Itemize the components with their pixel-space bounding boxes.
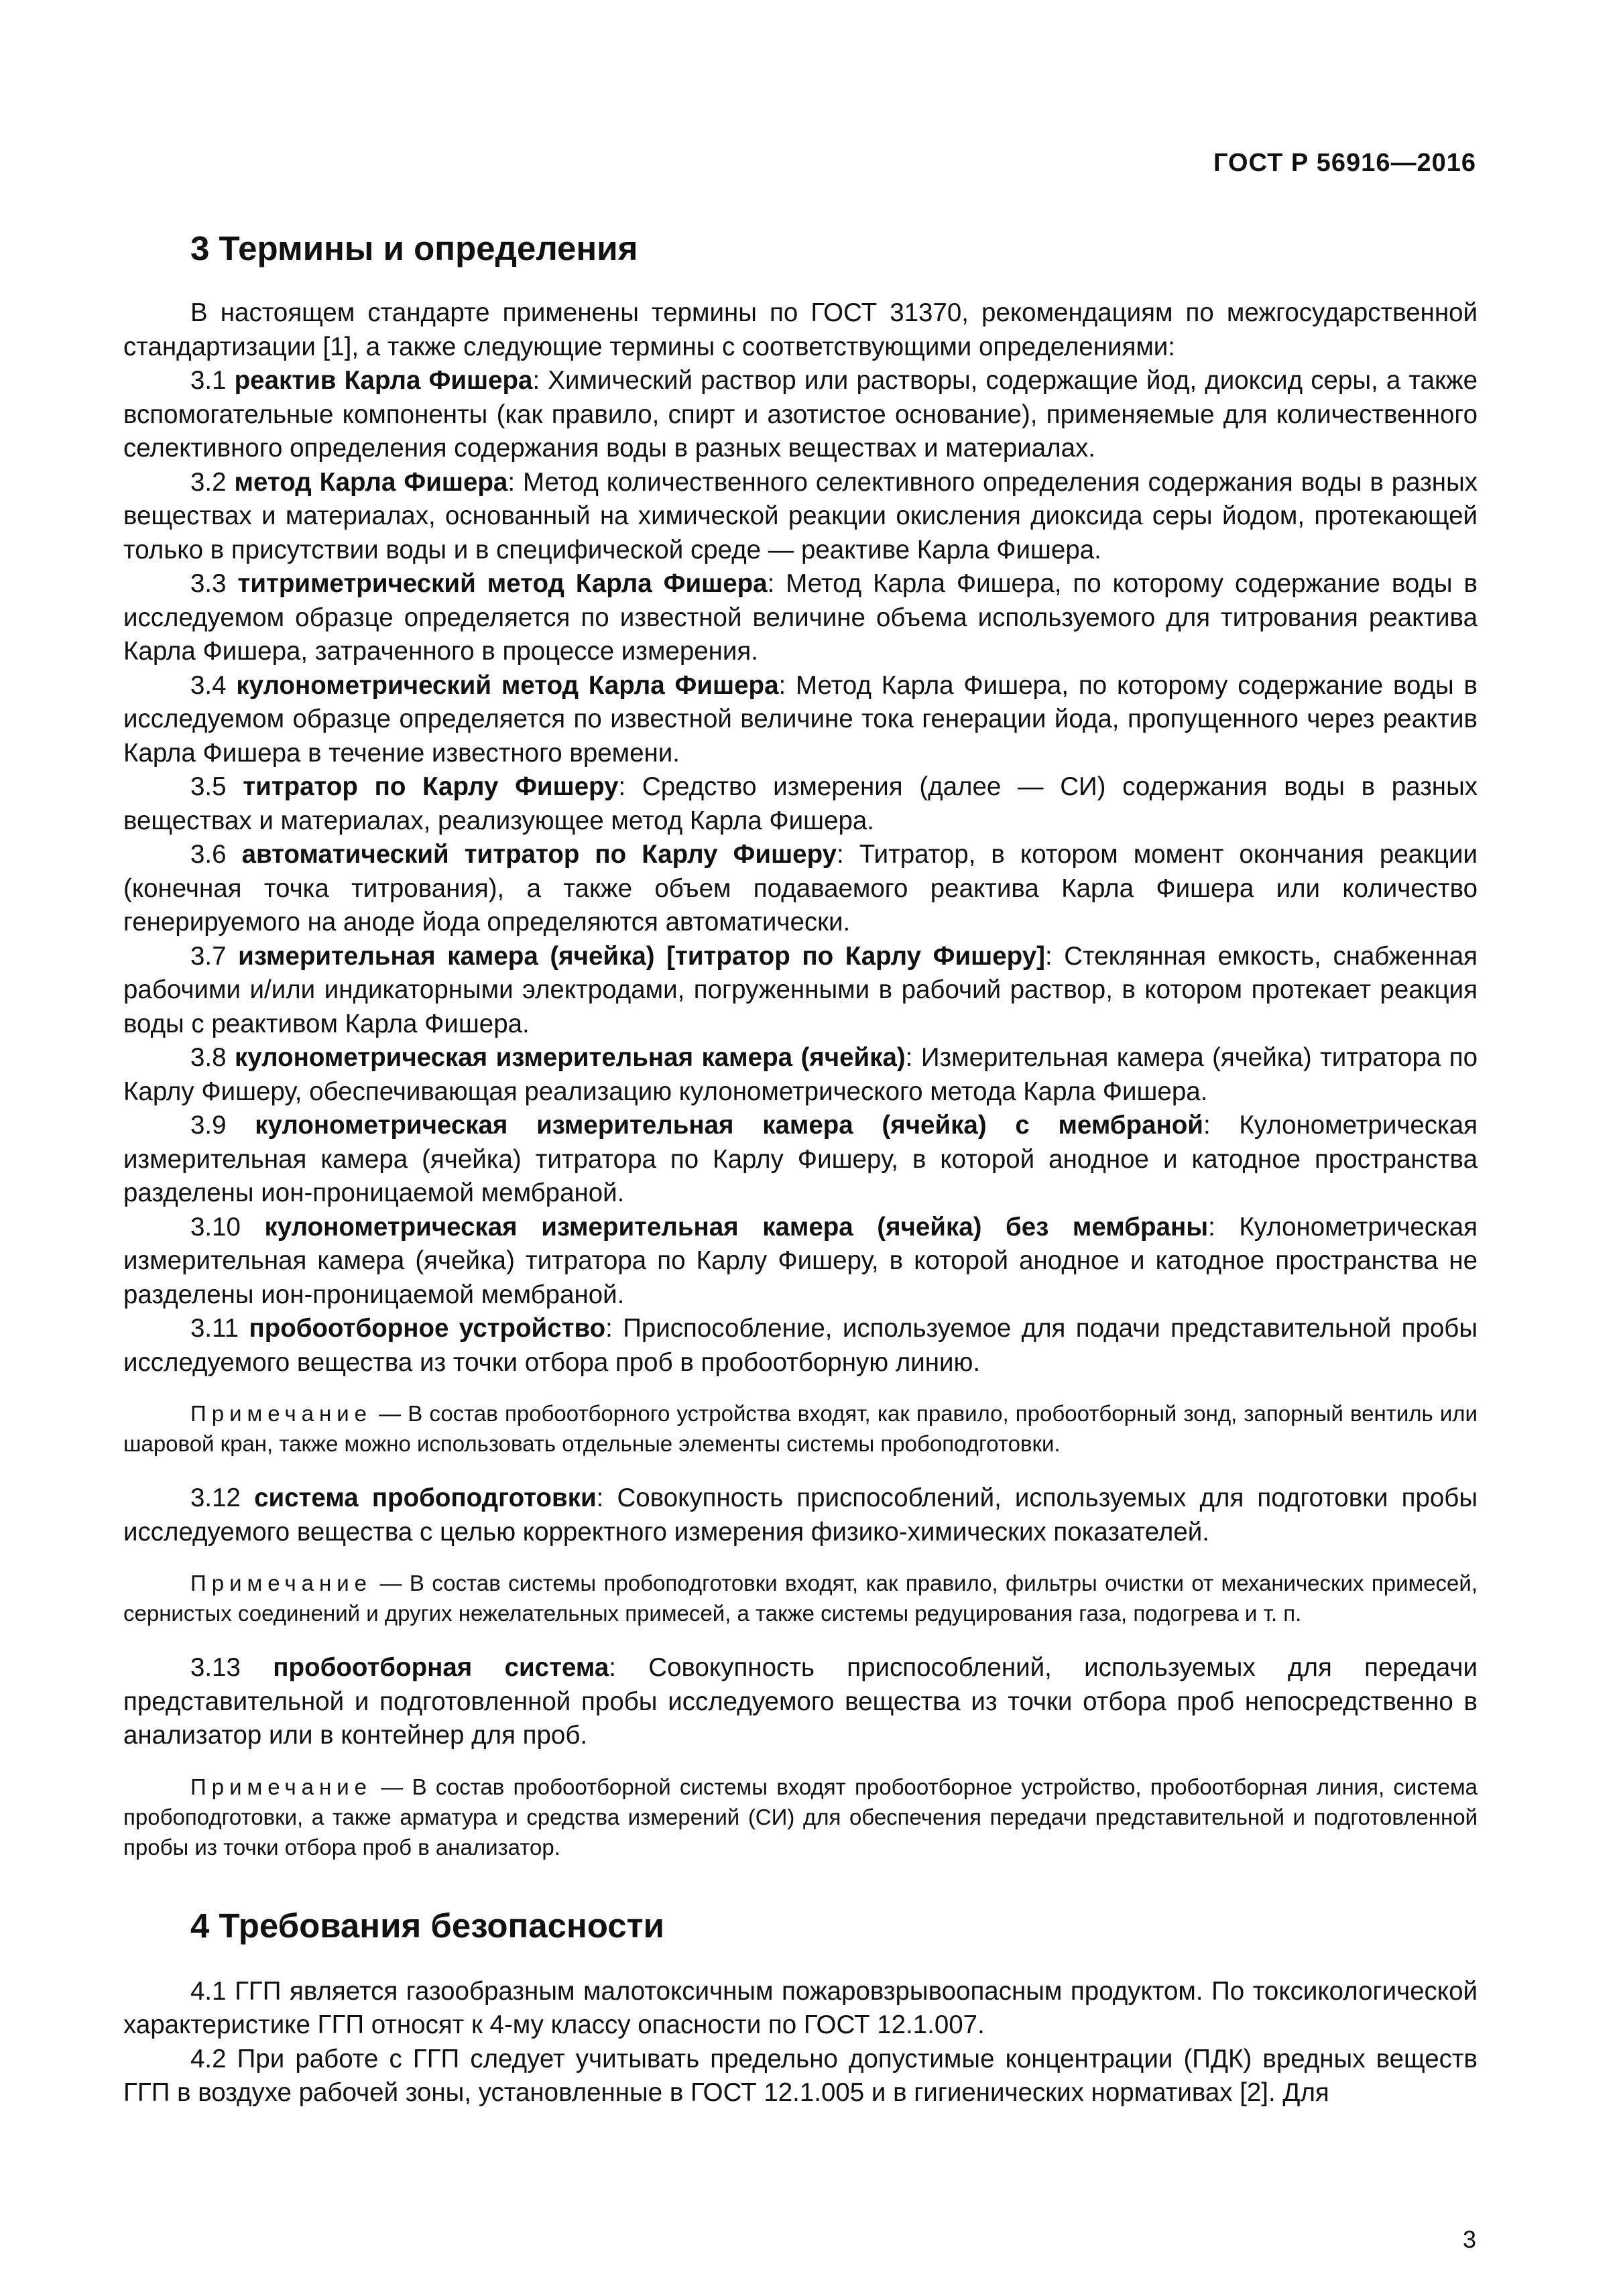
term-3-2 bbox=[123, 466, 1478, 568]
note-text: — В состав системы пробоподготовки входят, как правило, фильтры очистки от механических примесей, сернистых соединений и других нежелательных примесей, а также системы редуцирования газа, подогрева и т. п. bbox=[123, 1571, 1478, 1626]
page-content bbox=[123, 228, 1478, 2110]
term-name: титратор по Карлу Фишеру bbox=[243, 772, 619, 801]
term-definition: : Химический раствор или растворы, содержащие йод, диоксид серы, а также вспомогательные компоненты (как правило, спирт и азотистое основание), применяемые для количественного селективного определения содержания воды в разных веществах и материалах. bbox=[123, 366, 1478, 463]
term-number: 3.6 bbox=[190, 840, 227, 869]
term-name: титриметрический метод Карла Фишера bbox=[237, 569, 768, 598]
term-3-12 bbox=[123, 1482, 1478, 1549]
term-definition: : Кулонометрическая измерительная камера (ячейка) титратора по Карлу Фишеру, в которой анодное и катодное пространства не разделены ион-проницаемой мембраной. bbox=[123, 1212, 1478, 1309]
term-number: 3.1 bbox=[190, 366, 227, 395]
term-3-8 bbox=[123, 1041, 1478, 1109]
section-3-intro: В настоящем стандарте применены термины по ГОСТ 31370, рекомендациям по межгосударственной стандартизации [1], а также следующие термины с соответствующими определениями: bbox=[123, 298, 1478, 361]
term-3-7 bbox=[123, 940, 1478, 1042]
term-name: измерительная камера (ячейка) [титратор по Карлу Фишеру] bbox=[238, 941, 1045, 971]
term-definitions-list bbox=[123, 364, 1478, 1380]
term-name: кулонометрический метод Карла Фишера bbox=[236, 670, 779, 700]
term-3-9 bbox=[123, 1109, 1478, 1211]
term-definition: : Стеклянная емкость, снабженная рабочими и/или индикаторными электродами, погруженными в рабочий раствор, в котором протекает реакция воды с реактивом Карла Фишера. bbox=[123, 941, 1478, 1038]
term-definition: : Приспособление, используемое для подачи представительной пробы исследуемого вещества из точки отбора проб в пробоотборную линию. bbox=[123, 1314, 1478, 1377]
term-number: 3.7 bbox=[190, 941, 227, 971]
term-name: кулонометрическая измерительная камера (ячейка) bbox=[235, 1043, 906, 1072]
term-3-10 bbox=[123, 1211, 1478, 1313]
term-name: пробоотборное устройство bbox=[249, 1314, 606, 1343]
note-text: — В состав пробоотборного устройства входят, как правило, пробоотборный зонд, запорный вентиль или шаровой кран, также можно использовать отдельные элементы системы пробоподготовки. bbox=[123, 1401, 1478, 1456]
section-3-title: 3 Термины и определения bbox=[190, 229, 638, 267]
term-definition: : Метод количественного селективного определения содержания воды в разных веществах и материалах, основанный на химической реакции окисления диоксида серы йодом, протекающей только в присутствии воды и в специфической среде — реактиве Карла Фишера. bbox=[123, 467, 1478, 564]
term-definition: : Совокупность приспособлений, используемых для подготовки пробы исследуемого вещества с целью корректного измерения физико-химических показателей. bbox=[123, 1484, 1478, 1547]
document-code: ГОСТ Р 56916—2016 bbox=[1213, 149, 1476, 177]
term-3-5 bbox=[123, 770, 1478, 838]
term-definition: : Кулонометрическая измерительная камера (ячейка) титратора по Карлу Фишеру, в которой анодное и катодное пространства разделены ион-проницаемой мембраной. bbox=[123, 1111, 1478, 1207]
term-number: 3.10 bbox=[190, 1212, 241, 1242]
term-name: кулонометрическая измерительная камера (ячейка) с мембраной bbox=[255, 1111, 1203, 1140]
term-definition: : Метод Карла Фишера, по которому содержание воды в исследуемом образце определяется по известной величине тока генерации йода, пропущенного через реактив Карла Фишера в течение известного времени. bbox=[123, 670, 1478, 768]
term-name: система пробоподготовки bbox=[254, 1484, 597, 1512]
paragraph-4-2: 4.2 При работе с ГГП следует учитывать предельно допустимые концентрации (ПДК) вредных веществ ГГП в воздухе рабочей зоны, установленные в ГОСТ 12.1.005 и в гигиенических нормативах [2]. Для bbox=[123, 2044, 1478, 2107]
term-definition: : Титратор, в котором момент окончания реакции (конечная точка титрования), а также объем подаваемого реактива Карла Фишера или количество генерируемого на аноде йода определяются автоматически. bbox=[123, 840, 1478, 936]
term-definition: : Средство измерения (далее — СИ) содержания воды в разных веществах и материалах, реализующее метод Карла Фишера. bbox=[123, 772, 1478, 835]
note-label: Примечание bbox=[190, 1774, 373, 1799]
term-name: пробоотборная система bbox=[273, 1653, 609, 1682]
term-definition: : Измерительная камера (ячейка) титратора по Карлу Фишеру, обеспечивающая реализацию кулонометрического метода Карла Фишера. bbox=[123, 1043, 1478, 1106]
note-text: — В состав пробоотборной системы входят пробоотборное устройство, пробоотборная линия, система пробоподготовки, а также арматура и средства измерений (СИ) для обеспечения передачи представительной и подготовленной пробы из точки отбора проб в анализатор. bbox=[123, 1774, 1478, 1860]
note-1 bbox=[123, 1398, 1478, 1459]
term-number: 3.2 bbox=[190, 467, 227, 497]
term-name: кулонометрическая измерительная камера (ячейка) без мембраны bbox=[264, 1212, 1209, 1242]
note-label: Примечание bbox=[190, 1401, 373, 1426]
term-number: 3.3 bbox=[190, 569, 227, 598]
note-3 bbox=[123, 1772, 1478, 1862]
section-4-title: 4 Требования безопасности bbox=[190, 1906, 664, 1945]
term-definition: : Метод Карла Фишера, по которому содержание воды в исследуемом образце определяется по известной величине объема используемого для титрования реактива Карла Фишера, затраченного в процессе измерения. bbox=[123, 569, 1478, 666]
term-3-3 bbox=[123, 567, 1478, 669]
paragraph-4-1: 4.1 ГГП является газообразным малотоксичным пожаровзрывоопасным продуктом. По токсикологической характеристике ГГП относят к 4-му классу опасности по ГОСТ 12.1.007. bbox=[123, 1976, 1478, 2039]
term-number: 3.8 bbox=[190, 1043, 227, 1072]
note-label: Примечание bbox=[190, 1571, 373, 1595]
term-number: 3.9 bbox=[190, 1111, 227, 1140]
term-definition: : Совокупность приспособлений, используемых для передачи представительной и подготовленной пробы исследуемого вещества из точки отбора проб непосредственно в анализатор или в контейнер для проб. bbox=[123, 1653, 1478, 1750]
document-page bbox=[123, 149, 1478, 2254]
term-number: 3.12 bbox=[190, 1484, 241, 1512]
term-3-13 bbox=[123, 1651, 1478, 1753]
term-name: реактив Карла Фишера bbox=[234, 366, 533, 395]
term-3-11 bbox=[123, 1312, 1478, 1380]
term-name: автоматический титратор по Карлу Фишеру bbox=[241, 840, 837, 869]
term-name: метод Карла Фишера bbox=[234, 467, 508, 497]
term-number: 3.11 bbox=[190, 1314, 239, 1343]
term-number: 3.13 bbox=[190, 1653, 241, 1682]
term-3-6 bbox=[123, 838, 1478, 940]
term-number: 3.5 bbox=[190, 772, 227, 801]
term-number: 3.4 bbox=[190, 670, 227, 700]
term-3-1 bbox=[123, 364, 1478, 466]
note-2 bbox=[123, 1568, 1478, 1628]
term-3-4 bbox=[123, 669, 1478, 771]
page-number: 3 bbox=[1462, 2226, 1476, 2253]
